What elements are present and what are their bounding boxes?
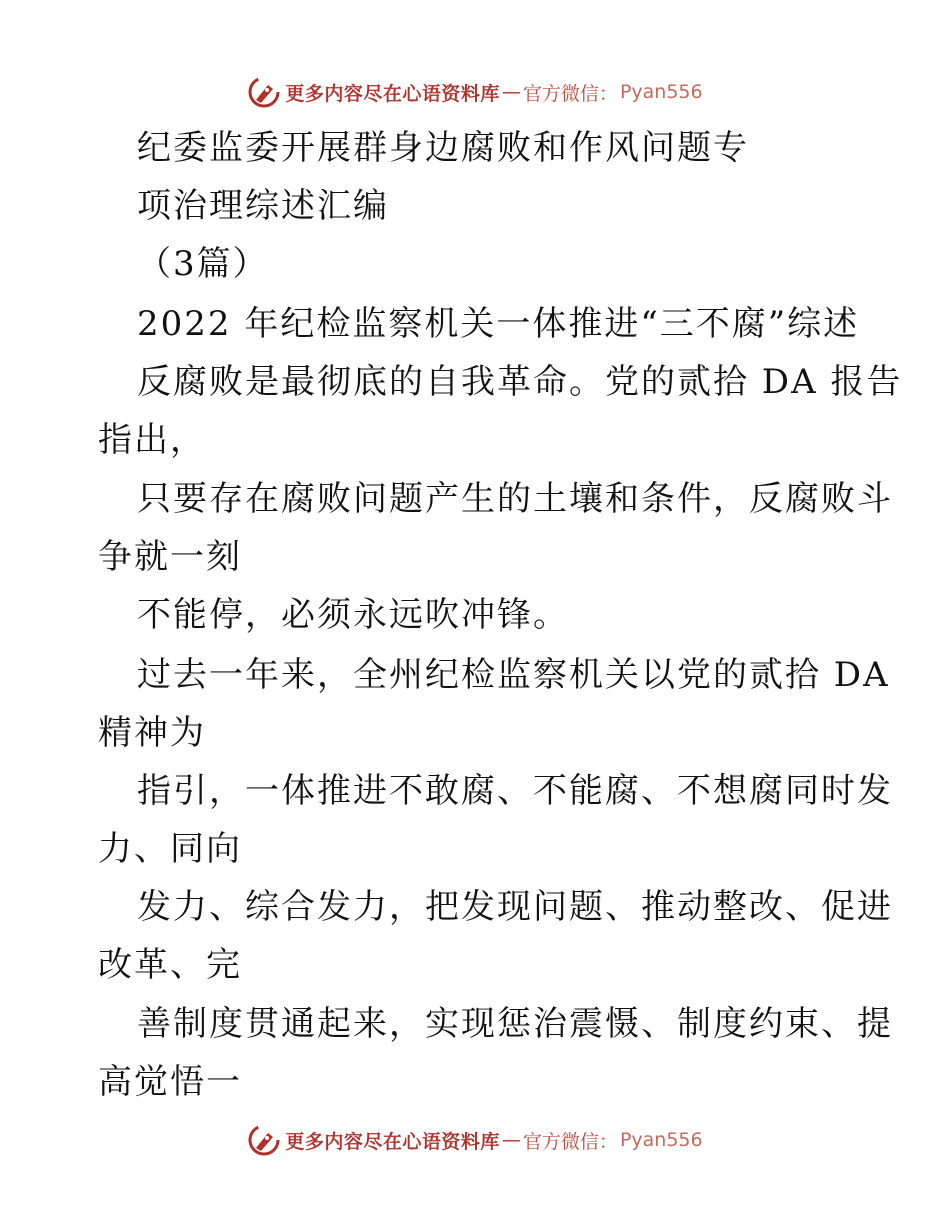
doc-subtitle: （3篇）	[137, 244, 269, 284]
header-banner	[0, 72, 950, 112]
doc-title-line-2: 项治理综述汇编	[137, 186, 389, 226]
banner-text: 更多内容尽在心语资料库	[285, 1130, 500, 1153]
doc-title-line-1: 纪委监委开展群身边腐败和作风问题专	[137, 128, 749, 168]
banner-text: 更多内容尽在心语资料库	[285, 82, 500, 105]
paragraph-line: 高觉悟一	[98, 1062, 242, 1102]
paragraph-line: 发力、综合发力，把发现问题、推动整改、促进	[137, 887, 893, 927]
paragraph-line: 只要存在腐败问题产生的土壤和条件，反腐败斗	[137, 479, 893, 519]
paragraph-line: 力、同向	[98, 829, 242, 869]
banner-dash: —	[501, 81, 521, 103]
paragraph-line: 精神为	[98, 713, 206, 753]
banner-wechat-id: Pyan556	[619, 1129, 703, 1151]
banner-wechat-label: 官方微信：	[522, 82, 618, 105]
pen-nib-logo-icon	[247, 75, 281, 109]
paragraph-line: 改革、完	[98, 945, 242, 985]
paragraph-line: 反腐败是最彻底的自我革命。党的贰拾 DA 报告	[137, 362, 903, 402]
paragraph-line: 指引，一体推进不敢腐、不能腐、不想腐同时发	[137, 771, 893, 811]
footer-banner	[0, 1120, 950, 1160]
paragraph-line: 不能停，必须永远吹冲锋。	[137, 595, 569, 635]
banner-wechat-id: Pyan556	[619, 81, 703, 103]
section-heading: 2022 年纪检监察机关一体推进“三不腐”综述	[137, 304, 860, 344]
paragraph-line: 争就一刻	[98, 537, 242, 577]
pen-nib-logo-icon	[247, 1123, 281, 1157]
banner-wechat-label: 官方微信：	[522, 1130, 618, 1153]
paragraph-line: 过去一年来，全州纪检监察机关以党的贰拾 DA	[137, 655, 890, 695]
paragraph-line: 指出，	[98, 420, 206, 460]
banner-dash: —	[501, 1129, 521, 1151]
paragraph-line: 善制度贯通起来，实现惩治震慑、制度约束、提	[137, 1004, 893, 1044]
